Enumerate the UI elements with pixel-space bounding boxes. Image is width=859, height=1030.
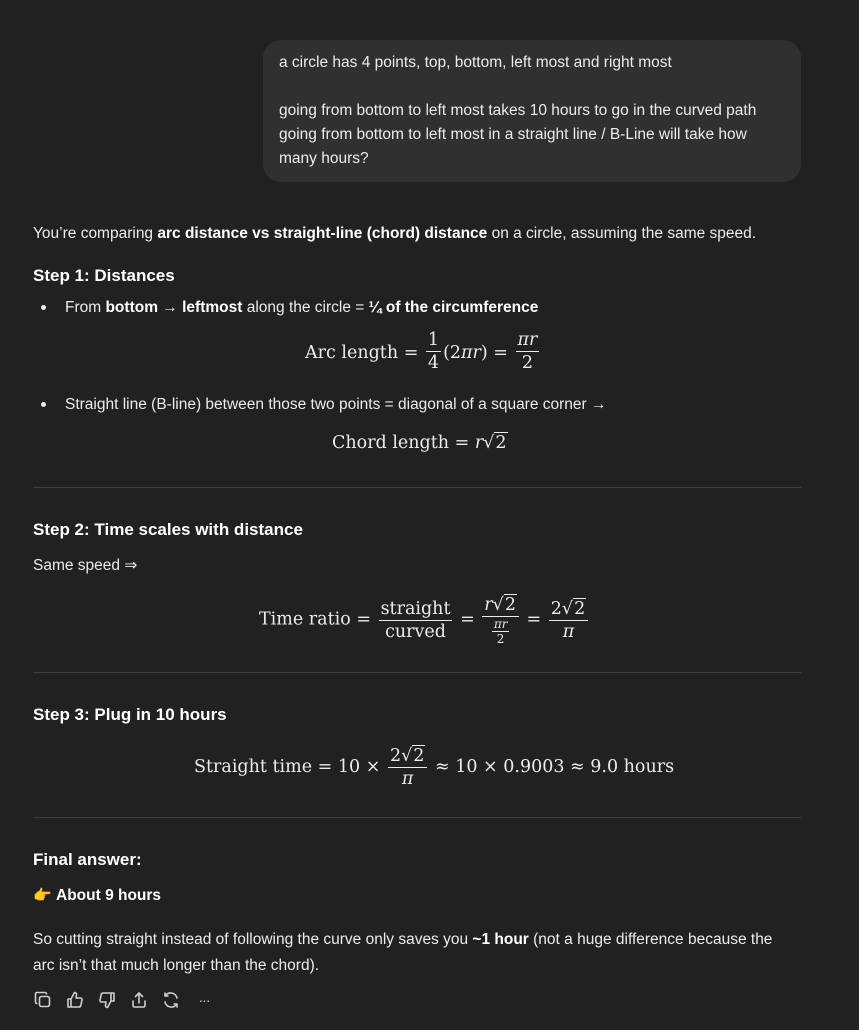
user-message-line: a circle has 4 points, top, bottom, left most and right most (279, 54, 672, 71)
copy-icon[interactable] (33, 990, 53, 1010)
step1-heading: Step 1: Distances (33, 266, 175, 285)
arc-length-formula: Arc length = $\frac{1}{4}$ (2πr) = $\frac{\pi r}{2}$ (305, 330, 538, 373)
divider (33, 487, 801, 488)
bullet-dot (41, 305, 46, 310)
step2-heading: Step 2: Time scales with distance (33, 520, 303, 539)
bullet-1: From bottom → leftmost along the circle = ¼ of the circumference (65, 299, 539, 316)
final-heading: Final answer: (33, 850, 142, 869)
bullet-2: Straight line (B-line) between those two points = diagonal of a square corner → (65, 396, 607, 413)
intro-bold: arc distance vs straight-line (chord) distance (157, 225, 488, 242)
step3-heading: Step 3: Plug in 10 hours (33, 705, 227, 724)
ratio-denominator: curved (385, 621, 446, 642)
share-icon[interactable] (129, 990, 149, 1010)
thumbs-down-icon[interactable] (97, 990, 117, 1010)
time-ratio-label: Time ratio (259, 609, 351, 630)
response-intro (33, 223, 756, 245)
straight-time-label: Straight time (194, 757, 313, 777)
bullet-dot (41, 402, 46, 407)
same-speed-text: Same speed ⇒ (33, 557, 138, 574)
user-message-line: going from bottom to left most takes 10 hours to go in the curved path (279, 102, 757, 119)
regenerate-icon[interactable] (161, 990, 181, 1010)
arc-length-label: Arc length (305, 343, 399, 363)
time-ratio-formula: Time ratio = $\frac{\text{straight}}{\text{curved}}$ = $\frac{r√2}{\frac{\pi r}{2}}$ = $\frac{2√2}{\pi}$ (259, 595, 590, 645)
thumbs-up-icon[interactable] (65, 990, 85, 1010)
calc-result: ≈ 10 × 0.9003 ≈ 9.0 hours (434, 757, 675, 777)
divider (33, 817, 801, 818)
closing-paragraph: So cutting straight instead of following the curve only saves you ~1 hour (not a huge difference because the arc isn’t that much longer than the chord). (33, 931, 773, 974)
final-answer (33, 885, 161, 907)
divider (33, 672, 801, 673)
chord-length-formula: Chord length = r√2 (332, 433, 507, 453)
ratio-numerator: straight (380, 598, 451, 619)
intro-text-end: on a circle, assuming the same speed. (487, 225, 757, 242)
user-message-bubble (263, 40, 801, 182)
chord-length-label: Chord length (332, 433, 450, 453)
more-icon[interactable]: ··· (198, 992, 210, 1008)
user-message-line: going from bottom to left most in a straight line / B-Line will take how (279, 126, 747, 143)
user-message-line: many hours? (279, 150, 369, 167)
intro-text: You’re comparing (33, 225, 158, 242)
straight-time-formula: Straight time = 10 × $\frac{2√2}{\pi}$ ≈ 10 × 0.9003 ≈ 9.0 hours (194, 746, 675, 789)
pointing-hand-icon: 👉 (33, 887, 52, 904)
final-answer-text: About 9 hours (56, 887, 162, 904)
